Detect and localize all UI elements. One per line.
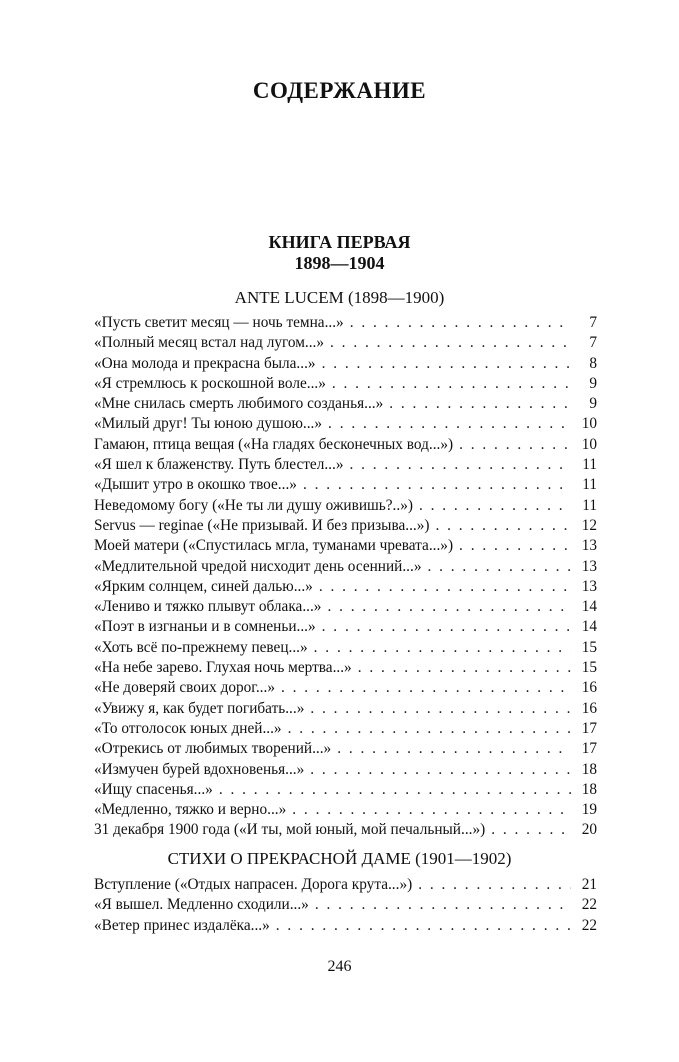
toc-entry <box>94 516 597 536</box>
book-years: 1898—1904 <box>294 253 385 273</box>
dot-leader <box>310 760 571 780</box>
toc-entry <box>94 617 597 637</box>
toc-entry <box>94 638 597 658</box>
toc-entry <box>94 678 597 698</box>
toc-entry-title: «Я шел к блаженству. Путь блестел...» <box>94 456 344 474</box>
book-name: КНИГА ПЕРВАЯ <box>268 232 411 252</box>
dot-leader <box>292 800 571 820</box>
toc-entry-page: 20 <box>581 821 597 839</box>
dot-leader <box>219 780 571 800</box>
toc-entry-title: Неведомому богу («Не ты ли душу оживишь?..») <box>94 496 413 514</box>
dot-leader <box>337 739 571 759</box>
toc-entry-title: «Увижу я, как будет погибать...» <box>94 699 305 717</box>
toc-entry-title: «Ищу спасенья...» <box>94 780 213 798</box>
dot-leader <box>349 455 571 475</box>
dot-leader <box>427 557 571 577</box>
toc-entry <box>94 354 597 374</box>
toc-entry <box>94 374 597 394</box>
toc-entry-page: 14 <box>581 618 597 636</box>
dot-leader <box>314 638 571 658</box>
toc-entry-title: «Измучен бурей вдохновенья...» <box>94 760 305 778</box>
toc-entry-page: 18 <box>581 780 597 798</box>
toc-entry-page: 7 <box>589 314 597 331</box>
toc-entry-title: «Ярким солнцем, синей далью...» <box>94 577 313 595</box>
toc-entry-title: Вступление («Отдых напрасен. Дорога крута...») <box>94 876 413 893</box>
dot-leader <box>459 435 571 455</box>
section-title-stikhi-o-prekrasnoy-dame: СТИХИ О ПРЕКРАСНОЙ ДАМЕ (1901—1902) <box>167 849 512 868</box>
toc-entry-page: 7 <box>589 334 597 352</box>
toc-entry-title: «Лениво и тяжко плывут облака...» <box>94 598 322 616</box>
toc-entry-page: 14 <box>581 598 597 616</box>
toc-entry-title: «Мне снилась смерть любимого созданья...» <box>94 395 384 413</box>
toc-entry-title: «Медлительной чредой нисходит день осенний...» <box>94 557 422 575</box>
toc-entry-title: «Медленно, тяжко и верно...» <box>94 801 287 819</box>
dot-leader <box>332 374 571 394</box>
toc-entry-page: 15 <box>581 659 597 677</box>
dot-leader <box>328 414 571 434</box>
dot-leader <box>389 394 571 414</box>
book-heading <box>0 232 679 274</box>
toc-entry <box>94 895 597 915</box>
toc-entry <box>94 455 597 475</box>
toc-entry <box>94 557 597 577</box>
toc-entry-page: 12 <box>581 516 597 534</box>
dot-leader <box>350 313 571 333</box>
toc-entry <box>94 496 597 516</box>
toc-entry-page: 13 <box>581 537 597 555</box>
toc-entry <box>94 475 597 495</box>
toc-entry-title: «Отрекись от любимых творений...» <box>94 740 332 758</box>
toc-entry <box>94 577 597 597</box>
toc-entry-title: «Дышит утро в окошко твое...» <box>94 476 297 494</box>
toc-entry-title: Гамаюн, птица вещая («На гладях бесконечных вод...») <box>94 435 454 453</box>
dot-leader <box>435 516 571 536</box>
toc-entry-page: 13 <box>581 577 597 595</box>
toc-entry <box>94 760 597 780</box>
dot-leader <box>327 597 571 617</box>
toc-entry <box>94 916 597 936</box>
dot-leader <box>418 875 571 895</box>
toc-entry <box>94 536 597 556</box>
dot-leader <box>288 719 571 739</box>
dot-leader <box>459 536 571 556</box>
dot-leader <box>358 658 571 678</box>
toc-entry <box>94 780 597 800</box>
dot-leader <box>322 617 571 637</box>
toc-entry-page: 9 <box>589 395 597 413</box>
toc-entry-title: «На небе зарево. Глухая ночь мертва...» <box>94 659 352 677</box>
toc-entry-title: 31 декабря 1900 года («И ты, мой юный, мой печальный...») <box>94 821 486 839</box>
toc-entry-title: «Я вышел. Медленно сходили...» <box>94 896 309 914</box>
toc-entry-title: Моей матери («Спустилась мгла, туманами чревата...») <box>94 537 454 555</box>
toc-entry-title: «Она молода и прекрасна была...» <box>94 354 316 372</box>
toc-entry <box>94 658 597 678</box>
toc-entry-page: 19 <box>581 801 597 819</box>
toc-entry <box>94 333 597 353</box>
toc-entry-title: «Хоть всё по-прежнему певец...» <box>94 638 308 656</box>
toc-list-stikhi-o-prekrasnoy-dame <box>94 875 597 936</box>
toc-entry-page: 22 <box>581 916 597 934</box>
toc-entry <box>94 820 597 840</box>
toc-entry-page: 13 <box>581 557 597 575</box>
dot-leader <box>319 577 571 597</box>
toc-entry-page: 16 <box>581 679 597 697</box>
toc-entry <box>94 800 597 820</box>
toc-entry-title: «Я стремлюсь к роскошной воле...» <box>94 374 326 392</box>
toc-entry-page: 11 <box>582 496 597 514</box>
toc-entry <box>94 597 597 617</box>
toc-entry-page: 8 <box>589 354 597 372</box>
dot-leader <box>310 699 571 719</box>
toc-list-ante-lucem <box>94 313 597 841</box>
dot-leader <box>303 475 571 495</box>
section-title-ante-lucem: ANTE LUCEM (1898—1900) <box>234 288 445 307</box>
toc-entry <box>94 739 597 759</box>
dot-leader <box>276 916 571 936</box>
dot-leader <box>315 895 571 915</box>
toc-entry-title: «Поэт в изгнаньи и в сомненьи...» <box>94 618 316 636</box>
toc-entry-title: «Милый друг! Ты юною душою...» <box>94 415 323 433</box>
page-number: 246 <box>327 958 352 975</box>
toc-entry <box>94 719 597 739</box>
toc-entry <box>94 394 597 414</box>
dot-leader <box>491 820 571 840</box>
dot-leader <box>419 496 571 516</box>
toc-entry-page: 17 <box>581 719 597 737</box>
toc-entry-title: «То отголосок юных дней...» <box>94 719 282 737</box>
toc-entry-page: 18 <box>581 760 597 778</box>
toc-entry-page: 10 <box>581 415 597 433</box>
toc-entry-page: 11 <box>582 456 597 474</box>
toc-entry-page: 16 <box>581 699 597 717</box>
dot-leader <box>330 333 571 353</box>
toc-entry <box>94 699 597 719</box>
toc-entry-page: 22 <box>581 896 597 914</box>
toc-entry <box>94 435 597 455</box>
toc-entry-page: 17 <box>581 740 597 758</box>
toc-entry-title: «Не доверяй своих дорог...» <box>94 679 275 697</box>
page-title: СОДЕРЖАНИЕ <box>252 78 427 103</box>
toc-entry-page: 11 <box>582 476 597 494</box>
toc-entry <box>94 313 597 333</box>
dot-leader <box>281 678 571 698</box>
toc-entry-page: 9 <box>589 374 597 392</box>
toc-entry-page: 15 <box>581 638 597 656</box>
toc-entry-title: Servus — reginae («Не призывай. И без призыва...») <box>94 516 430 534</box>
toc-entry-title: «Ветер принес издалёка...» <box>94 916 270 934</box>
toc-entry-title: «Полный месяц встал над лугом...» <box>94 334 325 352</box>
toc-entry <box>94 875 597 895</box>
toc-entry-title: «Пусть светит месяц — ночь темна...» <box>94 314 344 331</box>
toc-entry-page: 10 <box>581 435 597 453</box>
dot-leader <box>322 354 571 374</box>
toc-entry <box>94 414 597 434</box>
toc-entry-page: 21 <box>581 876 597 893</box>
